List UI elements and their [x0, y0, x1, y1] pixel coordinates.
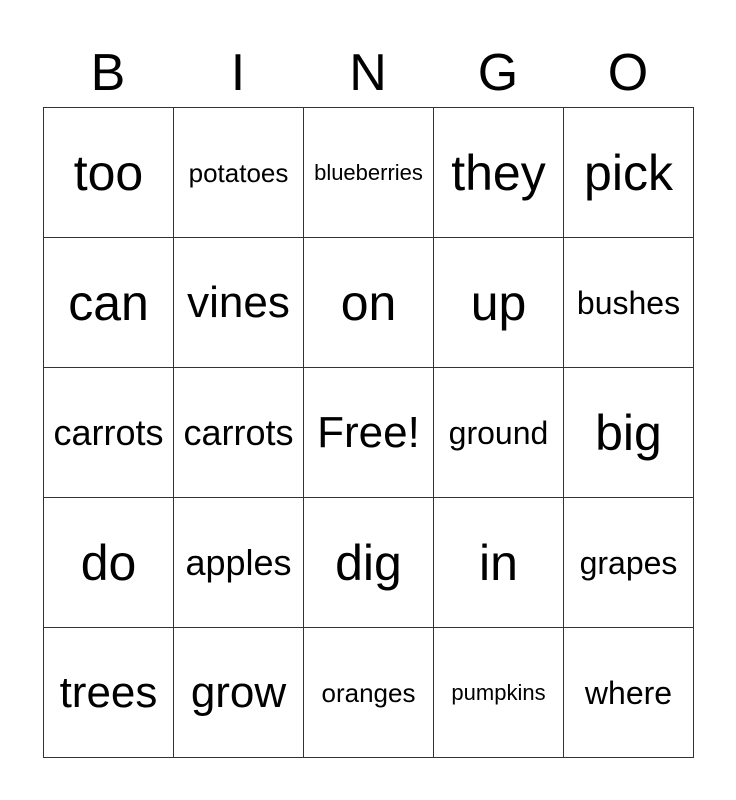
bingo-cell[interactable]: can — [44, 238, 174, 368]
bingo-cell[interactable]: on — [304, 238, 434, 368]
bingo-cell[interactable]: trees — [44, 628, 174, 758]
bingo-cell[interactable]: potatoes — [174, 108, 304, 238]
bingo-cell[interactable]: oranges — [304, 628, 434, 758]
bingo-cell[interactable]: apples — [174, 498, 304, 628]
bingo-board — [43, 107, 694, 758]
bingo-cell[interactable]: in — [434, 498, 564, 628]
bingo-header — [43, 38, 693, 108]
bingo-cell[interactable]: they — [434, 108, 564, 238]
header-letter-g: G — [477, 44, 519, 102]
bingo-cell[interactable]: where — [564, 628, 694, 758]
bingo-cell[interactable]: blueberries — [304, 108, 434, 238]
bingo-cell[interactable]: ground — [434, 368, 564, 498]
free-space[interactable]: Free! — [304, 368, 434, 498]
bingo-cell[interactable]: do — [44, 498, 174, 628]
bingo-cell[interactable]: bushes — [564, 238, 694, 368]
bingo-cell[interactable]: vines — [174, 238, 304, 368]
bingo-cell[interactable]: big — [564, 368, 694, 498]
bingo-cell[interactable]: grapes — [564, 498, 694, 628]
header-letter-i: I — [230, 44, 246, 102]
bingo-cell[interactable]: up — [434, 238, 564, 368]
header-letter-o: O — [607, 44, 649, 102]
bingo-cell[interactable]: grow — [174, 628, 304, 758]
bingo-cell[interactable]: carrots — [174, 368, 304, 498]
bingo-cell[interactable]: too — [44, 108, 174, 238]
header-letter-n: N — [349, 44, 387, 102]
bingo-cell[interactable]: pumpkins — [434, 628, 564, 758]
bingo-cell[interactable]: dig — [304, 498, 434, 628]
header-letter-b: B — [90, 44, 126, 102]
bingo-cell[interactable]: carrots — [44, 368, 174, 498]
bingo-cell[interactable]: pick — [564, 108, 694, 238]
